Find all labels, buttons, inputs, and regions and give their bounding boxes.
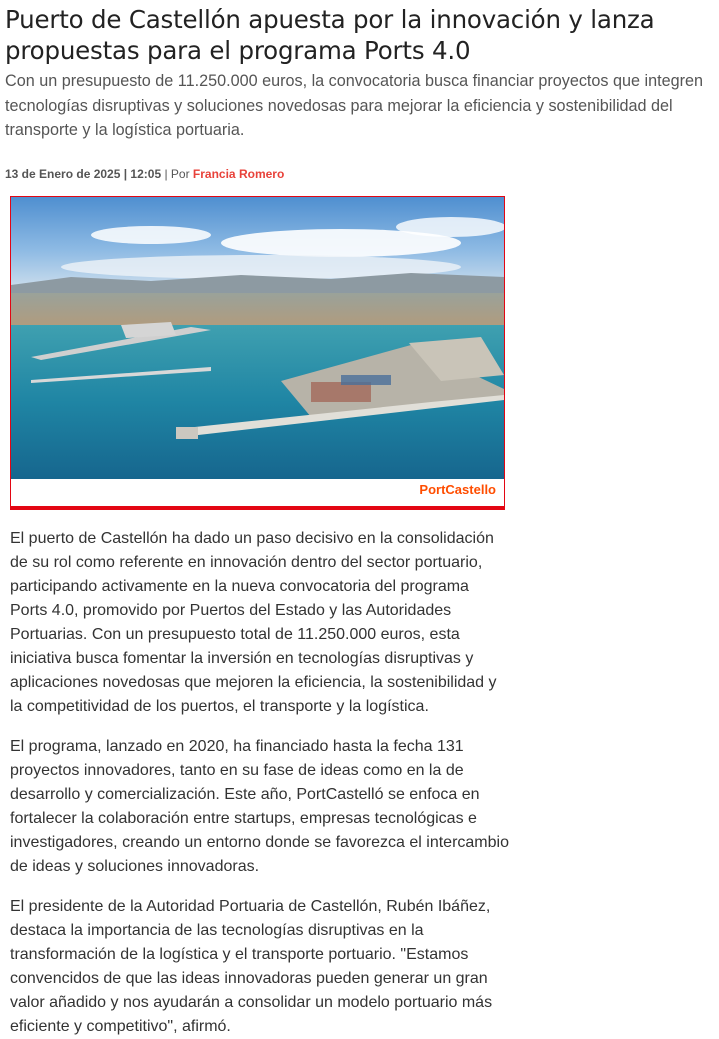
article-figure — [10, 196, 505, 510]
article-paragraph: El programa, lanzado en 2020, ha financiado hasta la fecha 131 proyectos innovadores, tanto en su fase de ideas como en la de desarrollo y comercialización. Este año, PortCastelló se enfoca en fortalecer la colaboración entre startups, empresas tecnológicas e investigadores, creando un entorno donde se favorezca el intercambio de ideas y soluciones innovadoras. — [10, 738, 509, 875]
article-subtitle: Con un presupuesto de 11.250.000 euros, la convocatoria busca financiar proyectos que integren tecnologías disruptivas y soluciones novedosas para mejorar la eficiencia y sostenibilidad del transporte y la logística portuaria. — [5, 72, 704, 139]
byline-label: | Por — [161, 167, 193, 181]
port-aerial-photo — [11, 197, 504, 479]
image-caption: PortCastello — [419, 482, 496, 497]
article-title: Puerto de Castellón apuesta por la innovación y lanza propuestas para el programa Ports 4.0 — [5, 5, 655, 65]
article-paragraph: El presidente de la Autoridad Portuaria de Castellón, Rubén Ibáñez, destaca la importancia de las tecnologías disruptivas en la transformación de la logística y el transporte portuario. "Estamos convencidos de que las ideas innovadoras pueden generar un gran valor añadido y nos ayudarán a consolidar un modelo portuario más eficiente y competitivo", afirmó. — [10, 898, 493, 1035]
article-paragraph: El puerto de Castellón ha dado un paso decisivo en la consolidación de su rol como referente en innovación dentro del sector portuario, participando activamente en la nueva convocatoria del programa Ports 4.0, promovido por Puertos del Estado y las Autoridades Portuarias. Con un presupuesto total de 11.250.000 euros, esta iniciativa busca fomentar la inversión en tecnologías disruptivas y aplicaciones novedosas que mejoren la eficiencia, la sostenibilidad y la competitividad de los puertos, el transporte y la logística. — [10, 530, 497, 715]
article-meta — [5, 166, 284, 182]
author-link[interactable]: Francia Romero — [192, 167, 285, 181]
publish-date: 13 de Enero de 2025 | 12:05 — [5, 167, 162, 181]
